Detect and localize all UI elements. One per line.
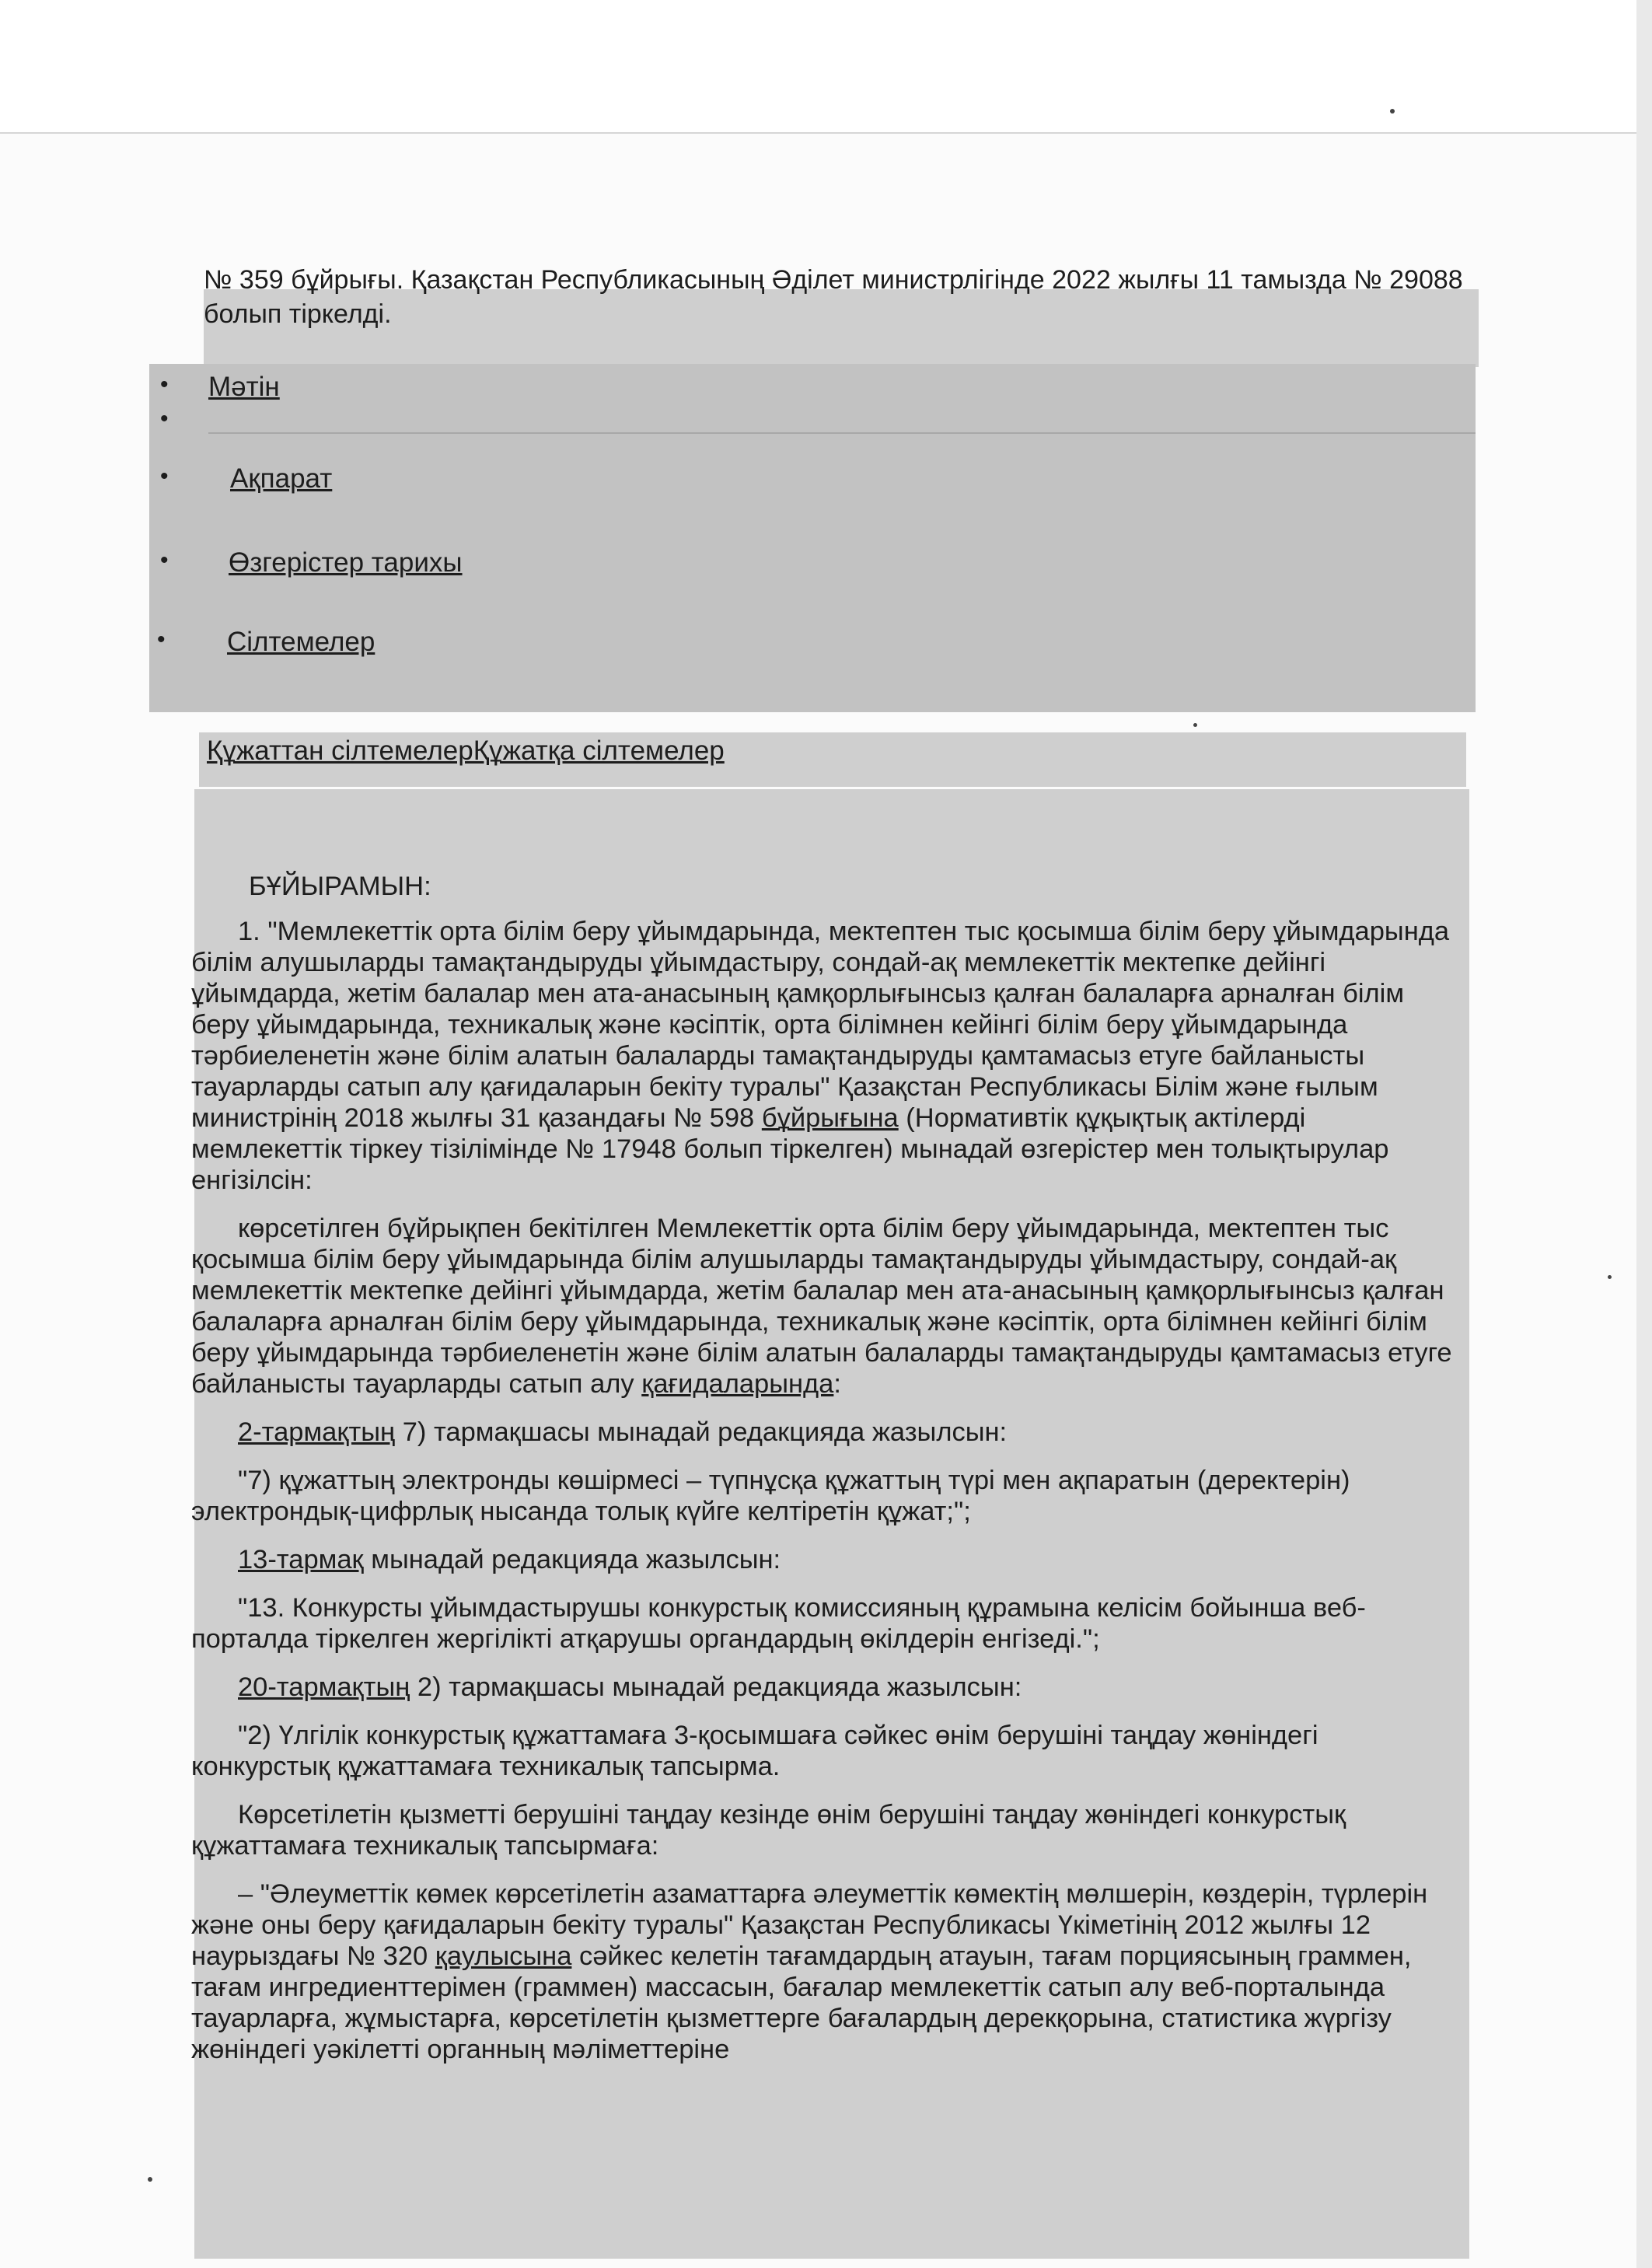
scan-top-margin <box>0 0 1652 134</box>
bullet-icon: • <box>160 463 169 489</box>
paragraph-7: 20-тармақтың 2) тармақшасы мынадай редакцияда жазылсын: <box>238 1672 1022 1702</box>
paragraph-10: – "Әлеуметтік көмек көрсетілетін азаматтарға әлеуметтік көмектің мөлшерін, көздерін, түрлерін және оны беру қағидаларын бекіту туралы" Қазақстан Республикасы Үкіметінің 2012 жылғы 12 наурыздағы № 320 қаулысына сәйкес келетін тағамдардың атауын, тағам порциясының граммен, тағам ингредиенттерімен (граммен) массасын, бағалар мемлекеттік сатып алу веб-порталында тауарларға, жұмыстарға, көрсетілетін қызметтерге бағалардың дерекқорына, статистика жүргізу жөніндегі уәкілетті органның мәліметтеріне <box>191 1879 1428 2064</box>
paragraph-6: "13. Конкурсты ұйымдастырушы конкурстық комиссияның құрамына келісім бойынша веб-порталда тіркелген жергілікті атқарушы органдардың өкілдерін енгізеді."; <box>191 1593 1366 1654</box>
link-clause-13[interactable]: 13-тармақ <box>238 1545 364 1574</box>
nav-label-text[interactable]: Мәтін <box>208 372 280 402</box>
order-heading: БҰЙЫРАМЫН: <box>249 872 431 901</box>
paragraph-8: "2) Үлгілік конкурстық құжаттамаға 3-қосымшаға сәйкес өнім берушіні таңдау жөніндегі конкурстық құжаттамаға техникалық тапсырма. <box>191 1721 1318 1781</box>
paragraph-4: "7) құжаттың электронды көшірмесі – түпнұсқа құжаттың түрі мен ақпаратын (деректерін) электрондық-цифрлық нысанда толық күйге келтіретін құжат;"; <box>191 1466 1350 1526</box>
link-clause-2[interactable]: 2-тармақтың <box>238 1417 396 1447</box>
bullet-icon: • <box>157 627 166 652</box>
bullet-icon: • <box>160 406 169 432</box>
paragraph-3: 2-тармақтың 7) тармақшасы мынадай редакцияда жазылсын: <box>238 1417 1008 1447</box>
link-clause-20[interactable]: 20-тармақтың <box>238 1672 410 1702</box>
bullet-icon: • <box>160 372 169 397</box>
scan-right-edge <box>1636 0 1652 2268</box>
link-rules[interactable]: қағидаларында <box>641 1369 834 1399</box>
scan-speck <box>1193 723 1197 727</box>
paragraph-2: көрсетілген бұйрықпен бекітілген Мемлекеттік орта білім беру ұйымдарында, мектептен тыс қосымша білім беру ұйымдарында білім алушыларды тамақтандыруды ұйымдастыру, сондай-ақ мемлекеттік мектепке дейінгі ұйымдарда, жетім балалар мен ата-анасының қамқорлығынсыз қалған балаларға арналған білім беру ұйымдарында, техникалық және кәсіптік, орта білімнен кейінгі білім беру ұйымдарында тәрбиеленетін және білім алатын балаларды тамақтандыруды қамтамасыз етуге байланысты тауарларды сатып алу қағидаларында: <box>191 1214 1452 1399</box>
document-links-tabs[interactable]: Құжаттан сілтемелерҚұжатқа сілтемелер <box>207 736 725 766</box>
paragraph-1: 1. "Мемлекеттік орта білім беру ұйымдарында, мектептен тыс қосымша білім беру ұйымдарында білім алушыларды тамақтандыруды ұйымдастыру, сондай-ақ мемлекеттік мектепке дейінгі ұйымдарда, жетім балалар мен ата-анасының қамқорлығынсыз қалған балаларға арналған білім беру ұйымдарында, техникалық және кәсіптік, орта білімнен кейінгі білім беру ұйымдарында тәрбиеленетін және білім алатын балаларды тамақтандыруды қамтамасыз етуге байланысты тауарларды сатып алу қағидаларын бекіту туралы" Қазақстан Республикасы Білім және ғылым министрінің 2018 жылғы 31 қазандағы № 598 бұйрығына (Нормативтік құқықтық актілерді мемлекеттік тіркеу тізілімінде № 17948 болып тіркелген) мынадай өзгерістер мен толықтырулар енгізілсін: <box>191 917 1450 1195</box>
order-registration-text: № 359 бұйрығы. Қазақстан Республикасының Әділет министрлігінде 2022 жылғы 11 тамызда № 29088 болып тіркелді. <box>204 265 1463 329</box>
nav-shading <box>149 364 1476 712</box>
nav-label-info[interactable]: Ақпарат <box>230 463 333 494</box>
scan-speck <box>148 2177 152 2182</box>
order-body <box>191 871 1455 2082</box>
link-resolution[interactable]: қаулысына <box>435 1941 572 1971</box>
nav-divider <box>208 432 1476 434</box>
scan-speck <box>1608 1275 1612 1279</box>
bullet-icon: • <box>160 547 169 573</box>
paragraph-9: Көрсетілетін қызметті берушіні таңдау кезінде өнім берушіні таңдау жөніндегі конкурстық құжаттамаға техникалық тапсырмаға: <box>191 1800 1346 1861</box>
paragraph-5: 13-тармақ мынадай редакцияда жазылсын: <box>238 1545 781 1574</box>
nav-label-links[interactable]: Сілтемелер <box>227 627 375 657</box>
scan-speck <box>1390 109 1395 114</box>
link-order[interactable]: бұйрығына <box>761 1103 899 1133</box>
nav-label-history[interactable]: Өзгерістер тарихы <box>229 547 463 578</box>
